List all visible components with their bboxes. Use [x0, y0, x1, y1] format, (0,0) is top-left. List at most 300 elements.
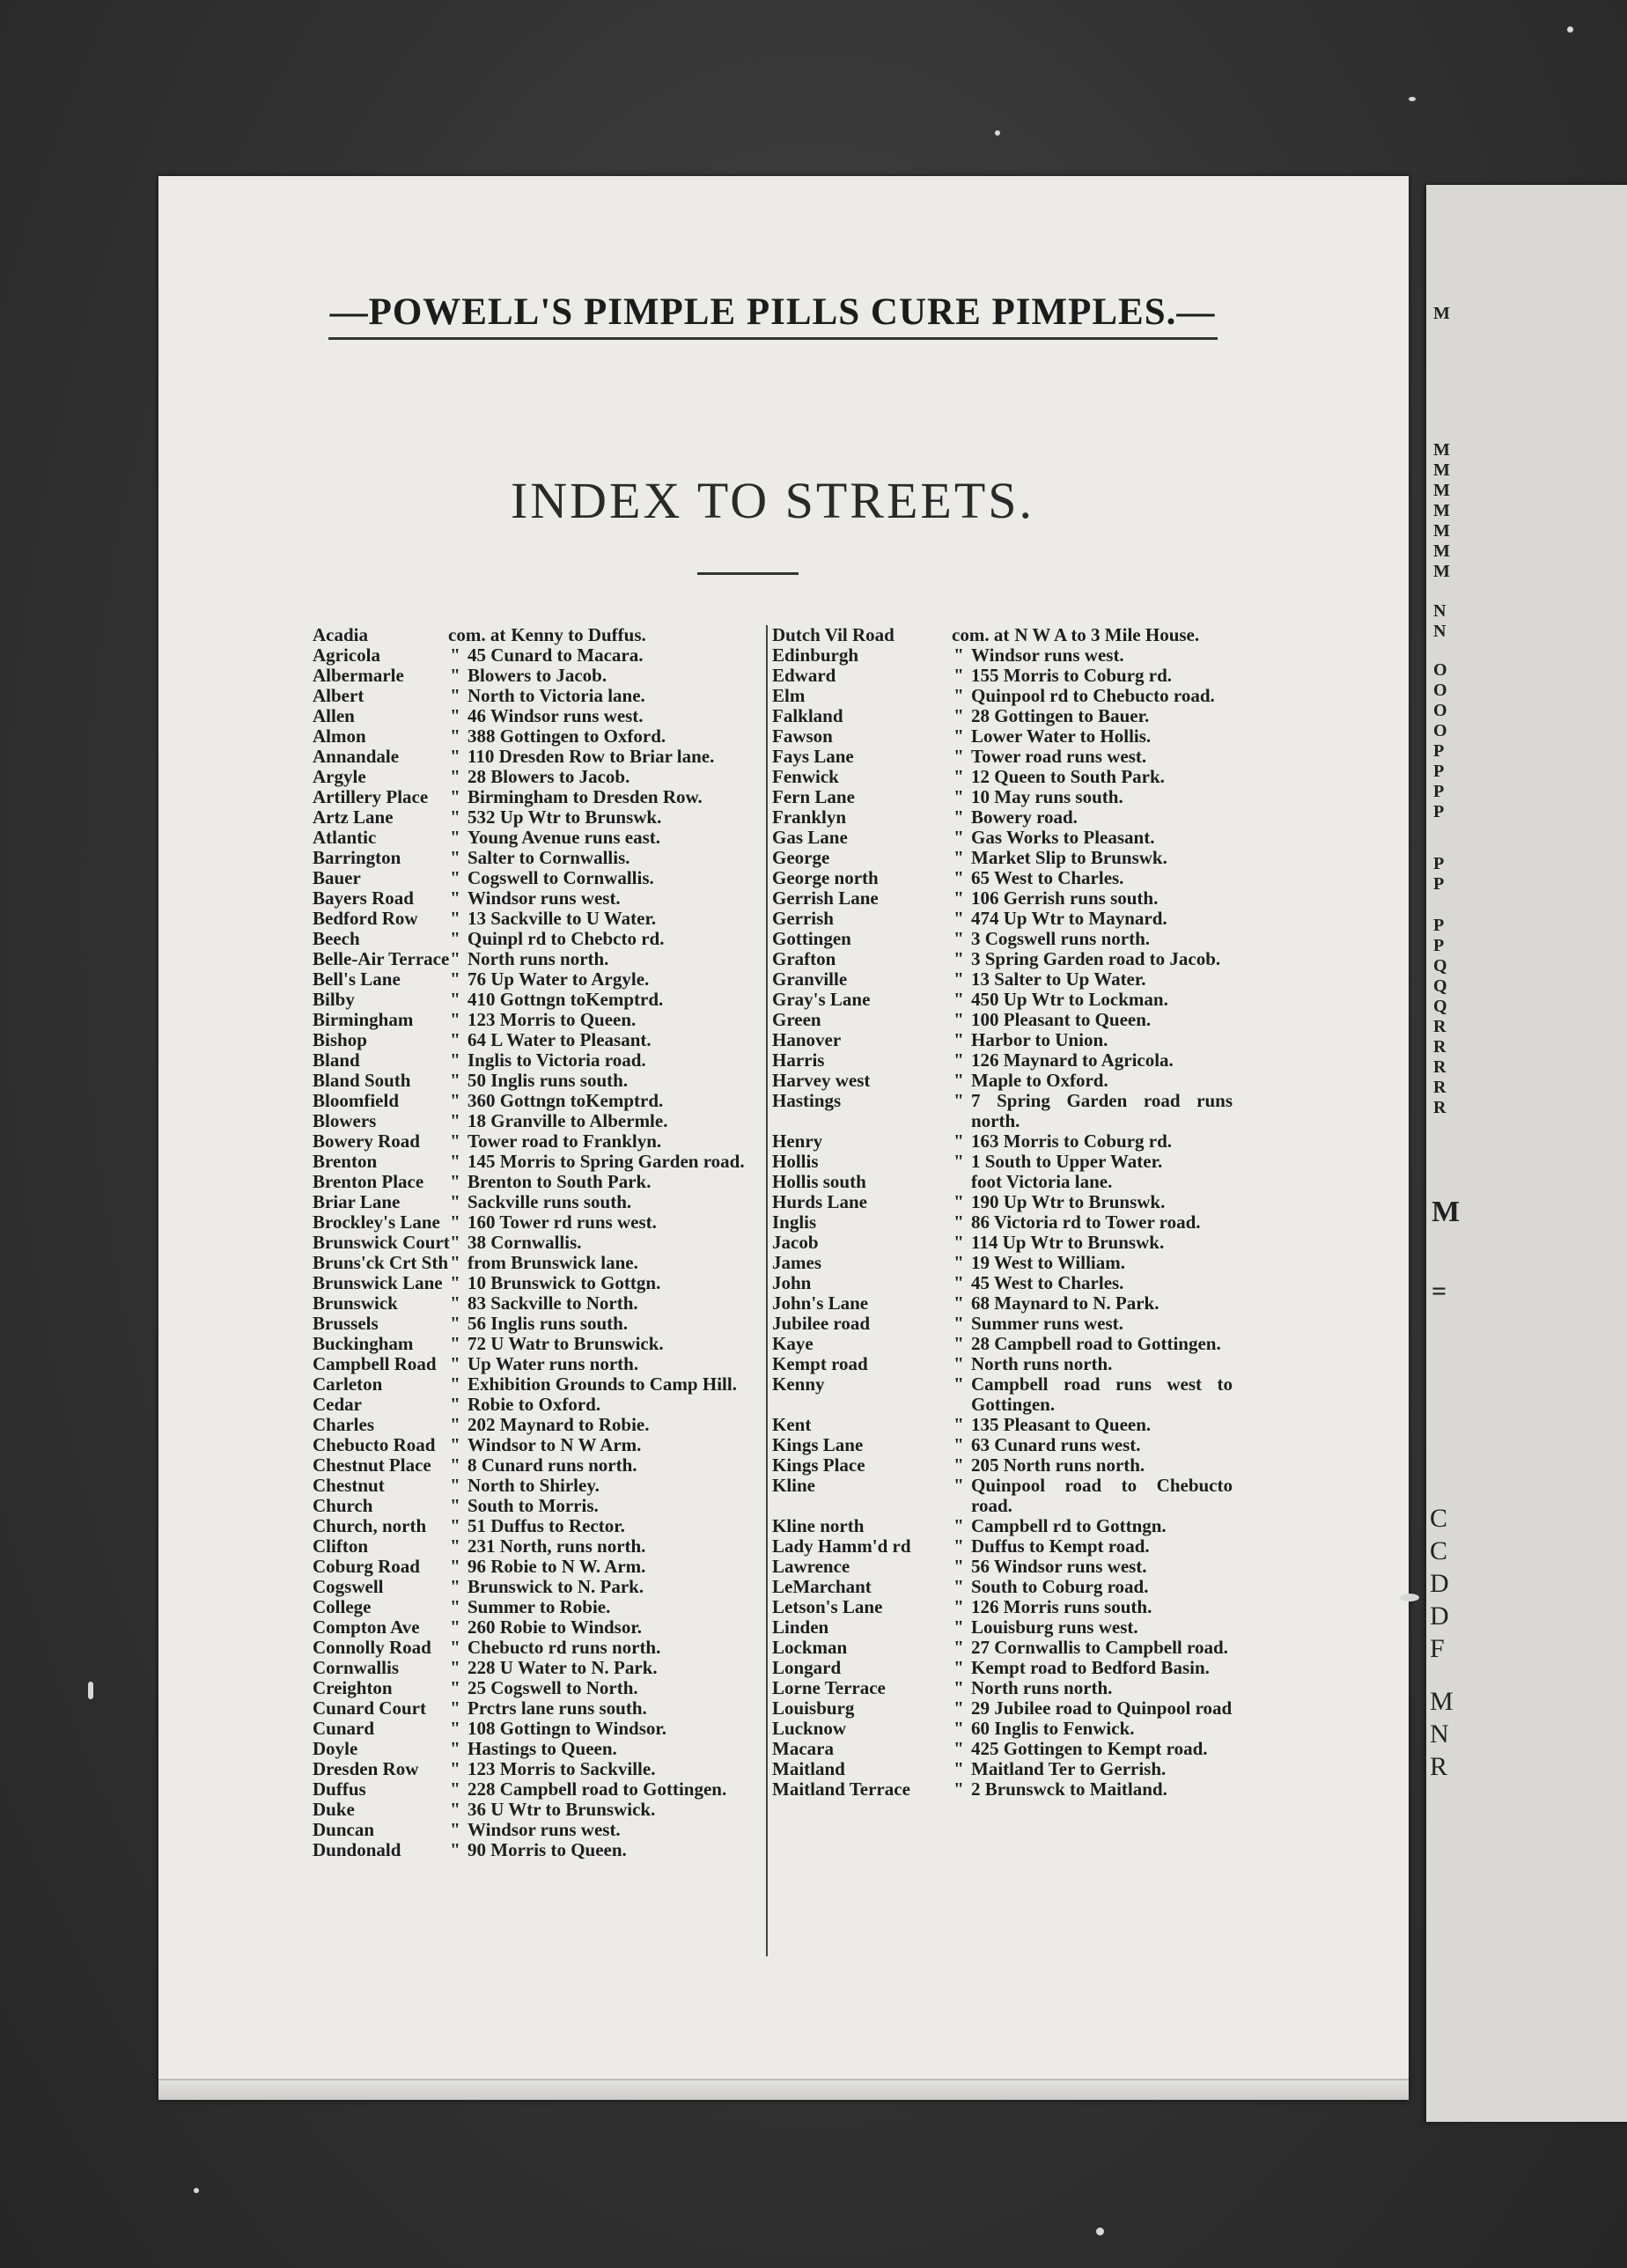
ditto-mark: " [450, 908, 460, 929]
street-location: 10 Brunswick to Gottgn. [467, 1272, 661, 1293]
street-entry [772, 1030, 1233, 1050]
street-name: Gas Lane [772, 827, 848, 848]
street-location: 202 Maynard to Robie. [467, 1414, 650, 1435]
street-name: Buckingham [313, 1333, 414, 1354]
street-location: Harbor to Union. [971, 1029, 1108, 1050]
ditto-mark: " [953, 1697, 964, 1719]
street-location: 388 Gottingen to Oxford. [467, 725, 666, 747]
ditto-mark: " [953, 1434, 964, 1455]
street-name: Kent [772, 1414, 812, 1435]
ditto-mark: " [953, 1556, 964, 1577]
street-entry [313, 1638, 763, 1658]
street-location: 123 Morris to Queen. [467, 1009, 637, 1030]
street-entry [772, 1455, 1233, 1476]
ditto-mark: " [450, 1394, 460, 1415]
street-entry [313, 1435, 763, 1455]
street-entry [313, 969, 763, 990]
street-entry [772, 1617, 1233, 1638]
street-location: 36 U Wtr to Brunswick. [467, 1799, 656, 1820]
street-name: Edward [772, 665, 836, 686]
street-name: Clifton [313, 1535, 368, 1557]
street-name: Cunard [313, 1718, 375, 1739]
street-entry [313, 1597, 763, 1617]
street-location: 450 Up Wtr to Lockman. [971, 989, 1168, 1010]
ditto-mark: " [953, 1596, 964, 1617]
street-location: Hastings to Queen. [467, 1738, 617, 1759]
street-location: 260 Robie to Windsor. [467, 1616, 642, 1638]
ditto-mark: " [450, 1090, 460, 1111]
street-name: Kenny [772, 1373, 825, 1395]
fragment: P [1433, 802, 1445, 821]
street-name: Carleton [313, 1373, 383, 1395]
street-location: 425 Gottingen to Kempt road. [971, 1738, 1208, 1759]
fragment: R [1433, 1078, 1447, 1097]
street-entry [772, 645, 1233, 666]
street-entry [313, 868, 763, 888]
street-name: Agricola [313, 644, 380, 666]
street-entry [772, 1131, 1233, 1152]
street-entry [772, 1678, 1233, 1698]
street-name: Creighton [313, 1677, 393, 1698]
street-name: Annandale [313, 746, 400, 767]
street-entry [772, 666, 1233, 686]
street-entry [772, 1314, 1233, 1334]
ditto-mark: " [450, 1515, 460, 1536]
fragment: P [1433, 854, 1445, 873]
street-location: Brunswick to N. Park. [467, 1576, 644, 1597]
ditto-mark: " [953, 847, 964, 868]
ditto-mark: " [953, 1677, 964, 1698]
ditto-mark: " [450, 786, 460, 807]
ditto-mark: " [450, 1151, 460, 1172]
dust-speck [995, 130, 1000, 136]
street-entry [772, 1536, 1233, 1557]
street-name: Cogswell [313, 1576, 384, 1597]
street-location: Duffus to Kempt road. [971, 1535, 1150, 1557]
street-name: Bell's Lane [313, 968, 401, 990]
street-location: Windsor runs west. [467, 887, 621, 909]
ditto-mark: " [953, 766, 964, 787]
fragment: M [1433, 501, 1450, 520]
ditto-mark: " [450, 1475, 460, 1496]
fragment: O [1433, 721, 1447, 740]
street-entry [313, 787, 763, 807]
street-location: Inglis to Victoria road. [467, 1049, 646, 1071]
street-location: Brenton to South Park. [467, 1171, 652, 1192]
street-entry [313, 1091, 763, 1111]
street-entry [313, 666, 763, 686]
fragment: M [1432, 1196, 1461, 1228]
street-entry [313, 1212, 763, 1233]
ditto-mark: " [953, 665, 964, 686]
street-name: Charles [313, 1414, 374, 1435]
street-name: Bland [313, 1049, 360, 1071]
ditto-mark: " [953, 989, 964, 1010]
street-name: Letson's Lane [772, 1596, 883, 1617]
street-location: 231 North, runs north. [467, 1535, 646, 1557]
fragment: R [1430, 1752, 1448, 1781]
street-entry [313, 1739, 763, 1759]
street-entry [772, 909, 1233, 929]
street-entry [313, 807, 763, 828]
street-entry [772, 969, 1233, 990]
street-entry [772, 1212, 1233, 1233]
street-entry [313, 1759, 763, 1779]
ditto-mark: " [953, 746, 964, 767]
street-entry [313, 1577, 763, 1597]
ditto-mark: " [450, 1333, 460, 1354]
street-location: Tower road runs west. [971, 746, 1147, 767]
street-entry [313, 1800, 763, 1820]
ditto-mark: " [450, 705, 460, 726]
street-entry [772, 1293, 1233, 1314]
street-name: Argyle [313, 766, 366, 787]
street-name: Gray's Lane [772, 989, 871, 1010]
ditto-mark: " [953, 685, 964, 706]
fragment: N [1433, 601, 1447, 621]
ditto-mark: " [953, 1211, 964, 1233]
street-name: Doyle [313, 1738, 358, 1759]
street-location: 38 Cornwallis. [467, 1232, 582, 1253]
street-name: Granville [772, 968, 848, 990]
street-name: Almon [313, 725, 366, 747]
street-location: 96 Robie to N W. Arm. [467, 1556, 646, 1577]
street-entry [313, 726, 763, 747]
ditto-mark: " [450, 827, 460, 848]
street-location: 68 Maynard to N. Park. [971, 1292, 1160, 1314]
street-entry [313, 1152, 763, 1172]
street-name: Brunswick Lane [313, 1272, 443, 1293]
street-location: 205 North runs north. [971, 1454, 1145, 1476]
street-name: Bilby [313, 989, 355, 1010]
street-name: Allen [313, 705, 355, 726]
street-name: Lady Hamm'd rd [772, 1535, 911, 1557]
street-entry [772, 1253, 1233, 1273]
fragment: M [1433, 521, 1450, 541]
street-location: Campbell road runs west to Gottingen. [971, 1373, 1233, 1415]
street-entry [772, 1334, 1233, 1354]
street-name: Dresden Row [313, 1758, 419, 1779]
street-location: 56 Inglis runs south. [467, 1313, 629, 1334]
street-location: North runs north. [971, 1353, 1113, 1374]
street-location: 83 Sackville to North. [467, 1292, 638, 1314]
street-name: Barrington [313, 847, 401, 868]
street-name: Gerrish Lane [772, 887, 879, 909]
street-location: Exhibition Grounds to Camp Hill. [467, 1373, 737, 1395]
street-location: 114 Up Wtr to Brunswk. [971, 1232, 1165, 1253]
street-name: Brockley's Lane [313, 1211, 440, 1233]
street-name: Bloomfield [313, 1090, 399, 1111]
fragment: = [1432, 1277, 1447, 1306]
street-name: Fawson [772, 725, 833, 747]
street-name: Compton Ave [313, 1616, 420, 1638]
dust-speck [1409, 97, 1416, 101]
street-entry [772, 1435, 1233, 1455]
street-location: 10 May runs south. [971, 786, 1123, 807]
street-name: Birmingham [313, 1009, 414, 1030]
street-location: 13 Sackville to U Water. [467, 908, 657, 929]
fragment: M [1433, 481, 1450, 500]
street-name: Macara [772, 1738, 834, 1759]
ditto-mark: " [450, 806, 460, 828]
street-location: 160 Tower rd runs west. [467, 1211, 657, 1233]
street-location: 90 Morris to Queen. [467, 1839, 627, 1860]
street-location: 126 Maynard to Agricola. [971, 1049, 1174, 1071]
adjacent-page-edge [1426, 185, 1627, 2122]
street-location: 2 Brunswck to Maitland. [971, 1778, 1167, 1800]
street-entry [313, 1658, 763, 1678]
street-location: Maitland Ter to Gerrish. [971, 1758, 1167, 1779]
street-name: Chestnut [313, 1475, 385, 1496]
ditto-mark: " [450, 1819, 460, 1840]
street-location: 190 Up Wtr to Brunswk. [971, 1191, 1166, 1212]
street-location: Tower road to Franklyn. [467, 1130, 662, 1152]
ditto-mark: " [953, 1475, 964, 1496]
street-name: Church, north [313, 1515, 427, 1536]
street-name: Harris [772, 1049, 825, 1071]
street-name: Inglis [772, 1211, 817, 1233]
street-entry [313, 888, 763, 909]
street-entry [772, 1071, 1233, 1091]
street-entry [313, 1496, 763, 1516]
street-location: Bowery road. [971, 806, 1078, 828]
ditto-mark: " [953, 1313, 964, 1334]
street-location: 19 West to William. [971, 1252, 1126, 1273]
street-location: South to Coburg road. [971, 1576, 1149, 1597]
ditto-mark: " [953, 1049, 964, 1071]
street-entry [772, 1557, 1233, 1577]
fragment: Q [1433, 976, 1447, 996]
ditto-mark: " [450, 1414, 460, 1435]
street-name: Fern Lane [772, 786, 855, 807]
street-name: Kline [772, 1475, 816, 1496]
page-title: INDEX TO STREETS. [510, 472, 1035, 529]
fragment: P [1433, 782, 1445, 801]
street-entry [313, 1253, 763, 1273]
street-location: North to Shirley. [467, 1475, 600, 1496]
ditto-mark: " [953, 1738, 964, 1759]
street-name: Maitland [772, 1758, 845, 1779]
street-entry [313, 1820, 763, 1840]
street-location: 28 Campbell road to Gottingen. [971, 1333, 1221, 1354]
street-location: 18 Granville to Albermle. [467, 1110, 668, 1131]
ditto-mark: " [450, 1495, 460, 1516]
street-entry [772, 787, 1233, 807]
street-entry [313, 1172, 763, 1192]
ditto-mark: " [953, 1252, 964, 1273]
street-location: N W A to 3 Mile House. [1014, 624, 1200, 645]
street-entry [313, 828, 763, 848]
street-location: 72 U Watr to Brunswick. [467, 1333, 664, 1354]
street-location: 100 Pleasant to Queen. [971, 1009, 1152, 1030]
street-location: 76 Up Water to Argyle. [467, 968, 650, 990]
ditto-mark: " [450, 1272, 460, 1293]
ditto-mark: " [450, 1535, 460, 1557]
ditto-mark: " [450, 1171, 460, 1192]
ditto-mark: com. at [952, 624, 1010, 645]
street-location: 108 Gottingn to Windsor. [467, 1718, 667, 1739]
ditto-mark: " [953, 887, 964, 909]
page-bottom-edge [158, 2079, 1409, 2100]
dust-speck [1096, 2228, 1104, 2235]
street-location: 532 Up Wtr to Brunswk. [467, 806, 662, 828]
ditto-mark: " [953, 1515, 964, 1536]
fragment: Q [1433, 956, 1447, 976]
street-location: Lower Water to Hollis. [971, 725, 1152, 747]
street-entry [772, 929, 1233, 949]
ditto-mark: " [450, 928, 460, 949]
street-name: Bruns'ck Crt Sth [313, 1252, 449, 1273]
ditto-mark: " [450, 1758, 460, 1779]
street-entry [772, 1010, 1233, 1030]
street-location: North runs north. [971, 1677, 1113, 1698]
street-location: 360 Gottngn toKemptrd. [467, 1090, 664, 1111]
street-name: Hastings [772, 1090, 842, 1111]
street-entry [313, 1415, 763, 1435]
street-name: James [772, 1252, 821, 1273]
street-entry [313, 1779, 763, 1800]
street-name: Brussels [313, 1313, 379, 1334]
fragment: P [1433, 916, 1445, 935]
street-name: Chestnut Place [313, 1454, 431, 1476]
fragment: C [1430, 1536, 1448, 1565]
fragment: N [1433, 622, 1447, 641]
street-location: foot Victoria lane. [971, 1171, 1113, 1192]
street-name: Blowers [313, 1110, 377, 1131]
street-location: Sackville runs south. [467, 1191, 632, 1212]
street-name: Hanover [772, 1029, 842, 1050]
street-entry [772, 767, 1233, 787]
street-location: Chebucto rd runs north. [467, 1637, 661, 1658]
ditto-mark: " [953, 725, 964, 747]
ditto-mark: " [953, 1637, 964, 1658]
street-entry [772, 686, 1233, 706]
ditto-mark: " [953, 928, 964, 949]
street-location: Market Slip to Brunswk. [971, 847, 1167, 868]
street-entry [313, 1536, 763, 1557]
street-location: 28 Gottingen to Bauer. [971, 705, 1150, 726]
street-location: Windsor to N W Arm. [467, 1434, 642, 1455]
ditto-mark: " [450, 1556, 460, 1577]
street-entry [772, 1273, 1233, 1293]
ditto-mark: " [953, 1029, 964, 1050]
fragment: F [1430, 1634, 1445, 1663]
street-name: Connolly Road [313, 1637, 431, 1658]
street-entry [313, 848, 763, 868]
street-entry [772, 1233, 1233, 1253]
fragment: M [1433, 541, 1450, 561]
ditto-mark: " [450, 948, 460, 969]
ditto-mark: " [953, 1373, 964, 1395]
street-name: Hollis south [772, 1171, 866, 1192]
street-name: Lucknow [772, 1718, 847, 1739]
street-name: Acadia [313, 624, 368, 645]
street-name: Jacob [772, 1232, 819, 1253]
street-name: Brenton Place [313, 1171, 424, 1192]
street-name: Bayers Road [313, 887, 414, 909]
street-entry [313, 1192, 763, 1212]
street-name: John's Lane [772, 1292, 869, 1314]
ditto-mark: " [953, 1272, 964, 1293]
ditto-mark: " [450, 1738, 460, 1759]
street-location: 155 Morris to Coburg rd. [971, 665, 1173, 686]
street-name: LeMarchant [772, 1576, 872, 1597]
street-name: Fenwick [772, 766, 839, 787]
ditto-mark: " [953, 827, 964, 848]
street-entry [313, 1678, 763, 1698]
street-entry [313, 1131, 763, 1152]
street-location: 474 Up Wtr to Maynard. [971, 908, 1167, 929]
title-rule [697, 572, 799, 575]
ditto-mark: " [953, 1090, 964, 1111]
ditto-mark: " [953, 1333, 964, 1354]
ditto-mark: " [953, 1758, 964, 1779]
ditto-mark: " [450, 1211, 460, 1233]
street-name: Lockman [772, 1637, 848, 1658]
street-entry [313, 767, 763, 787]
street-entry [313, 1010, 763, 1030]
street-location: South to Morris. [467, 1495, 599, 1516]
street-entry [313, 1557, 763, 1577]
fragment: O [1433, 660, 1447, 680]
ditto-mark: " [450, 1718, 460, 1739]
index-column-left [313, 625, 763, 1860]
street-name: Brunswick Court [313, 1232, 450, 1253]
street-entry [772, 1091, 1233, 1131]
street-entry [772, 1476, 1233, 1516]
street-entry [772, 1415, 1233, 1435]
street-entry [313, 1354, 763, 1374]
street-location: Kenny to Duffus. [511, 624, 646, 645]
fragment: O [1433, 681, 1447, 700]
ditto-mark: " [450, 887, 460, 909]
ditto-mark: " [953, 786, 964, 807]
street-name: Artz Lane [313, 806, 394, 828]
dust-speck [1567, 26, 1573, 33]
street-entry [772, 807, 1233, 828]
ditto-mark: " [953, 806, 964, 828]
street-location: 86 Victoria rd to Tower road. [971, 1211, 1201, 1233]
ditto-mark: " [450, 766, 460, 787]
street-name: Cedar [313, 1394, 362, 1415]
street-name: Brunswick [313, 1292, 398, 1314]
street-name: Jubilee road [772, 1313, 871, 1334]
street-location: Gas Works to Pleasant. [971, 827, 1155, 848]
street-name: Kaye [772, 1333, 814, 1354]
street-name: Atlantic [313, 827, 377, 848]
street-location: 123 Morris to Sackville. [467, 1758, 656, 1779]
street-entry [313, 1314, 763, 1334]
street-entry [772, 1050, 1233, 1071]
ditto-mark: " [450, 1576, 460, 1597]
fragment: P [1433, 741, 1445, 761]
street-name: Edinburgh [772, 644, 859, 666]
street-entry [313, 1374, 763, 1395]
street-entry [313, 1111, 763, 1131]
advertisement-header [313, 291, 1233, 340]
street-entry [313, 990, 763, 1010]
street-location: Cogswell to Cornwallis. [467, 867, 654, 888]
street-name: Gerrish [772, 908, 834, 929]
street-name: Grafton [772, 948, 836, 969]
street-location: 410 Gottngn toKemptrd. [467, 989, 664, 1010]
ditto-mark: " [450, 1029, 460, 1050]
street-entry [313, 929, 763, 949]
street-name: Kings Lane [772, 1434, 864, 1455]
street-location: 228 Campbell road to Gottingen. [467, 1778, 727, 1800]
street-name: Duncan [313, 1819, 375, 1840]
street-entry [772, 706, 1233, 726]
